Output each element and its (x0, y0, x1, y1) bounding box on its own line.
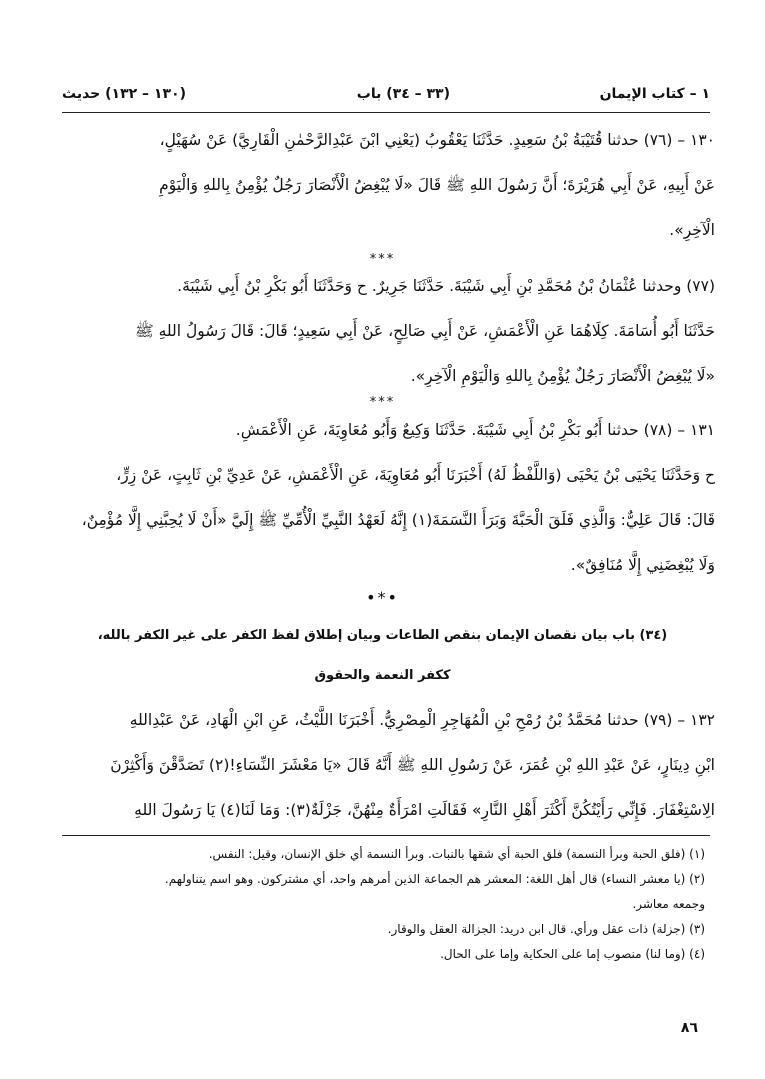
chapter-title-line: (٣٤) باب بيان نقصان الإيمان بنقص الطاعات وبيان إطلاق لفظ الكفر على غير الكفر بالله، (97, 628, 668, 643)
text-line: حَدَّثَنَا أَبُو أُسَامَةَ. كِلَاهُمَا عَنِ الْأَعْمَشِ، عَنْ أَبِي صَالِحٍ، عَنْ أَبِي سَعِيدٍ؛ قَالَ: قَالَ رَسُولُ اللهِ ﷺ (134, 322, 715, 340)
footnote: (٤) (وما لنا) منصوب إما على الحكاية وإما على الحال. (440, 947, 705, 961)
page-number: ٨٦ (680, 1020, 698, 1036)
hadith-132 (58, 698, 715, 833)
text-line: (٧٧) وحدثنا عُثْمَانُ بْنُ مُحَمَّدِ بْنِ أَبِي شَيْبَةَ. حَدَّثَنَا جَرِيرٌ. ح وَحَدَّثَنَا أَبُو بَكْرِ بْنُ أَبِي شَيْبَةَ. (177, 277, 715, 295)
text-line: قَالَ: قَالَ عَلِيٌّ: وَالَّذِي فَلَقَ الْحَبَّةَ وَبَرَأَ النَّسَمَةَ(١) إِنَّهُ لَعَهْدُ النَّبِيِّ الْأُمِّيِّ ﷺ إِلَيَّ «أَنْ لَا يُحِبَّنِي إِلَّا مُؤْمِنٌ، (81, 511, 715, 529)
footnote: وجمعه معاشر. (632, 897, 705, 911)
chapter-title (80, 616, 685, 696)
text-line: ١٣١ – (٧٨) حدثنا أَبُو بَكْرِ بْنُ أَبِي شَيْبَةَ. حَدَّثَنَا وَكِيعٌ وَأَبُو مُعَاوِيَةَ، عَنِ الْأَعْمَشِ. (235, 421, 715, 439)
section-separator: •*• (366, 588, 399, 607)
header-divider (62, 112, 710, 113)
footnote: (٣) (جزلة) ذات عقل ورأي. قال ابن دريد: الجزالة العقل والوقار. (387, 922, 705, 936)
text-line: الْآخِرِ». (669, 221, 715, 239)
chapter-range: (٣٣ – ٣٤) باب (356, 86, 450, 102)
hadith-130 (58, 118, 715, 253)
text-line: وَلَا يُبْغِضَنِي إِلَّا مُنَافِقٌ». (570, 556, 715, 574)
text-line: عَنْ أَبِيهِ، عَنْ أَبِي هُرَيْرَةَ؛ أَنَّ رَسُولَ اللهِ ﷺ قَالَ «لَا يُبْغِضُ الْأَنْصَارَ رَجُلٌ يُؤْمِنُ بِاللهِ وَالْيَوْمِ (159, 176, 715, 194)
text-line: الِاسْتِغْفَارَ. فَإِنِّي رَأَيْتُكُنَّ أَكْثَرَ أَهْلِ النَّارِ» فَقَالَتِ امْرَأَةٌ مِنْهُنَّ، جَزْلَةٌ(٣): وَمَا لَنَا(٤) يَا رَسُولَ اللهِ (134, 801, 715, 819)
section-separator: *** (369, 252, 396, 267)
footnotes-divider (62, 835, 710, 836)
chapter-title-line: ككفر النعمة والحقوق (314, 668, 451, 683)
hadith-77 (58, 264, 715, 399)
text-line: «لَا يُبْغِضُ الْأَنْصَارَ رَجُلٌ يُؤْمِنُ بِاللهِ وَالْيَوْمِ الْآخِرِ». (410, 367, 715, 385)
running-header (62, 80, 710, 112)
hadith-131 (58, 408, 715, 588)
text-line: ١٣٠ – (٧٦) حدثنا قُتَيْبَةُ بْنُ سَعِيدٍ. حَدَّثَنَا يَعْقُوبُ (يَعْنِي ابْنَ عَبْدِالرَّحْمٰنِ الْقَارِيَّ) عَنْ سُهَيْلٍ، (159, 131, 715, 149)
footnote: (٢) (يا معشر النساء) قال أهل اللغة: المعشر هم الجماعة الذين أمرهم واحد، أي مشتركون. وهو اسم يتناولهم. (164, 872, 705, 886)
section-separator: *** (369, 395, 396, 410)
footnote: (١) (فلق الحبة وبرأ النسمة) فلق الحبة أي شقها بالنبات. وبرأ النسمة أي خلق الإنسان، وقيل: النفس. (208, 847, 705, 861)
hadith-range: (١٣٠ – ١٣٢) حديث (62, 86, 186, 102)
footnotes (62, 842, 705, 967)
text-line: ابْنِ دِينَارٍ، عَنْ عَبْدِ اللهِ بْنِ عُمَرَ، عَنْ رَسُولِ اللهِ ﷺ أَنَّهُ قَالَ «يَا مَعْشَرَ النِّسَاءِ!(٢) تَصَدَّقْنَ وَأَكْثِرْنَ (110, 756, 715, 774)
book-title: ١ – كتاب الإيمان (599, 86, 710, 102)
text-line: ح وَحَدَّثَنَا يَحْيَى بْنُ يَحْيَى (وَاللَّفْظُ لَهُ) أَخْبَرَنَا أَبُو مُعَاوِيَةَ، عَنِ الْأَعْمَشِ، عَنْ عَدِيِّ بْنِ ثَابِتٍ، عَنْ زِرٍّ، (116, 466, 715, 484)
text-line: ١٣٢ – (٧٩) حدثنا مُحَمَّدُ بْنُ رُمْحِ بْنِ الْمُهَاجِرِ الْمِصْرِيُّ. أَخْبَرَنَا اللَّيْثُ، عَنِ ابْنِ الْهَادِ، عَنْ عَبْدِاللهِ (129, 711, 715, 729)
